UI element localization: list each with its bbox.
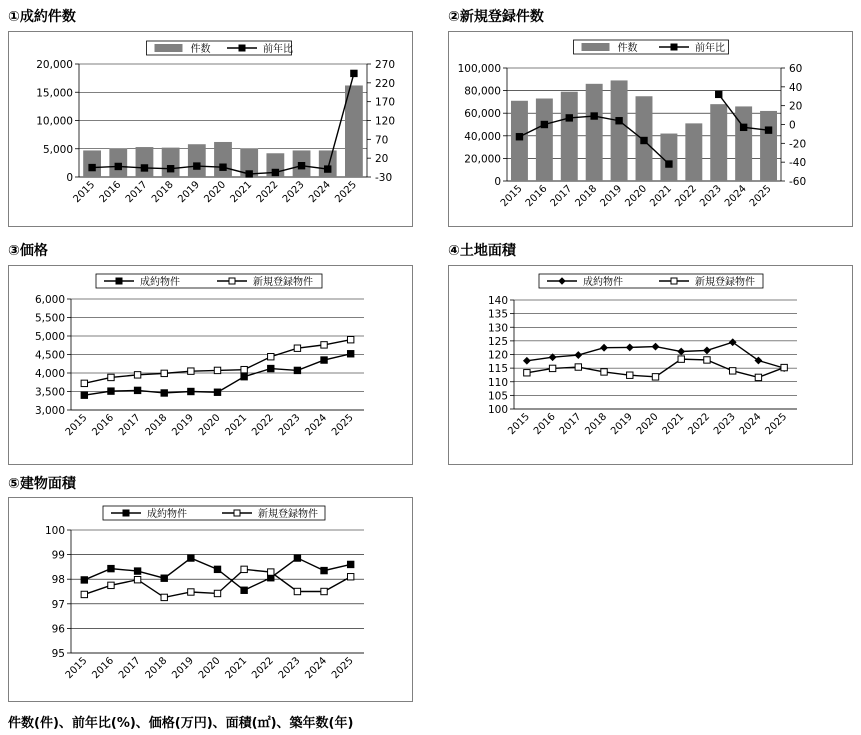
- data-point: [81, 380, 87, 386]
- bar: [710, 104, 727, 181]
- y-tick-label: 100: [487, 404, 508, 416]
- legend-marker: [123, 510, 129, 516]
- data-point: [81, 591, 87, 597]
- y2-tick-label: 60: [789, 63, 803, 75]
- bar: [162, 148, 180, 177]
- data-point: [134, 372, 140, 378]
- y-tick-label: 105: [487, 390, 508, 403]
- chart-panel-price: [8, 265, 413, 465]
- bar: [319, 150, 337, 177]
- x-tick-label: 2019: [170, 412, 196, 439]
- data-point: [601, 344, 607, 350]
- x-tick-label: 2024: [307, 179, 333, 206]
- chart-price: [9, 266, 414, 466]
- y-tick-label: 20,000: [464, 153, 501, 166]
- y2-tick-label: 120: [375, 115, 396, 128]
- chart-panel-land-area: [448, 265, 853, 465]
- data-point: [321, 567, 327, 573]
- data-point: [214, 389, 220, 395]
- x-tick-label: 2017: [116, 412, 143, 439]
- data-point: [575, 364, 581, 370]
- legend-swatch: [582, 43, 610, 51]
- data-point: [516, 134, 522, 140]
- data-point: [321, 342, 327, 348]
- y2-tick-label: 40: [789, 81, 803, 94]
- y-tick-label: 125: [487, 335, 508, 348]
- x-tick-label: 2022: [250, 412, 276, 439]
- y-tick-label: 20,000: [36, 59, 73, 71]
- x-tick-label: 2017: [548, 183, 575, 210]
- data-point: [566, 115, 572, 121]
- y-tick-label: 95: [51, 648, 65, 660]
- data-point: [134, 568, 140, 574]
- data-point: [241, 374, 247, 380]
- x-tick-label: 2015: [506, 411, 532, 438]
- data-point: [220, 164, 226, 170]
- bar: [760, 111, 777, 181]
- x-tick-label: 2024: [303, 412, 330, 439]
- y-tick-label: 120: [487, 349, 508, 362]
- data-point: [729, 368, 735, 374]
- x-tick-label: 2022: [686, 411, 713, 438]
- data-point: [294, 588, 300, 594]
- legend-marker: [116, 278, 122, 284]
- chart-new-listings: [449, 32, 854, 228]
- data-point: [347, 351, 353, 357]
- data-point: [272, 169, 278, 175]
- y-tick-label: 0: [494, 176, 501, 188]
- data-point: [188, 589, 194, 595]
- y2-tick-label: 0: [789, 119, 796, 132]
- legend-label: 新規登録物件: [695, 277, 755, 288]
- y-tick-label: 4,000: [34, 368, 65, 380]
- x-tick-label: 2016: [90, 412, 117, 439]
- y-tick-label: 100,000: [457, 63, 501, 75]
- y-tick-label: 10,000: [36, 115, 73, 128]
- x-tick-label: 2025: [763, 411, 790, 438]
- x-tick-label: 2023: [698, 183, 724, 210]
- data-point: [161, 370, 167, 376]
- data-point: [241, 587, 247, 593]
- x-tick-label: 2015: [63, 655, 90, 682]
- data-point: [81, 392, 87, 398]
- data-point: [294, 367, 300, 373]
- x-tick-label: 2016: [97, 179, 124, 206]
- data-point: [89, 164, 95, 170]
- data-point: [755, 374, 761, 380]
- section-title-building-area: ⑤建物面積: [8, 476, 76, 492]
- x-tick-label: 2015: [71, 179, 98, 206]
- y-tick-label: 135: [487, 308, 508, 321]
- data-point: [268, 365, 274, 371]
- data-point: [161, 390, 167, 396]
- x-tick-label: 2024: [303, 655, 330, 682]
- chart-panel-building-area: [8, 497, 413, 702]
- x-tick-label: 2016: [531, 411, 558, 438]
- data-point: [549, 365, 555, 371]
- legend-label: 件数: [617, 43, 638, 54]
- data-point: [294, 345, 300, 351]
- data-point: [188, 555, 194, 561]
- x-tick-label: 2021: [223, 655, 250, 682]
- x-tick-label: 2017: [123, 179, 150, 206]
- bar: [109, 148, 127, 177]
- data-point: [167, 166, 173, 172]
- y2-tick-label: 20: [789, 100, 803, 113]
- data-point: [241, 366, 247, 372]
- data-point: [347, 337, 353, 343]
- y-tick-label: 80,000: [464, 85, 501, 98]
- y2-tick-label: 220: [375, 77, 396, 90]
- x-tick-label: 2016: [90, 655, 117, 682]
- data-point: [81, 577, 87, 583]
- bar: [83, 150, 101, 177]
- legend-label: 前年比: [263, 44, 293, 55]
- y-tick-label: 115: [487, 363, 508, 376]
- data-point: [194, 163, 200, 169]
- data-point: [188, 368, 194, 374]
- x-tick-label: 2023: [712, 411, 738, 438]
- bar: [345, 85, 363, 177]
- x-tick-label: 2023: [276, 412, 303, 439]
- y-tick-label: 5,500: [34, 312, 65, 325]
- y-tick-label: 100: [44, 525, 65, 537]
- x-tick-label: 2019: [609, 411, 635, 438]
- y2-tick-label: 20: [375, 153, 389, 166]
- x-tick-label: 2025: [333, 179, 360, 206]
- x-tick-label: 2024: [722, 183, 749, 210]
- data-point: [541, 121, 547, 127]
- data-point: [781, 364, 787, 370]
- bar: [735, 106, 752, 181]
- x-tick-label: 2018: [583, 411, 610, 438]
- x-tick-label: 2021: [648, 183, 675, 210]
- x-tick-label: 2015: [498, 183, 525, 210]
- y2-tick-label: 170: [375, 96, 396, 109]
- x-tick-label: 2020: [196, 655, 223, 682]
- x-tick-label: 2019: [176, 179, 202, 206]
- data-point: [108, 582, 114, 588]
- x-tick-label: 2018: [573, 183, 600, 210]
- series-line: [84, 558, 350, 590]
- y-tick-label: 40,000: [464, 130, 501, 143]
- data-point: [678, 356, 684, 362]
- legend-label: 件数: [190, 44, 211, 55]
- legend-marker: [671, 278, 677, 284]
- bar: [188, 144, 206, 177]
- data-point: [591, 113, 597, 119]
- y-tick-label: 5,000: [34, 331, 65, 343]
- data-point: [616, 118, 622, 124]
- y-tick-label: 98: [51, 574, 65, 587]
- units-footnote: 件数(件)、前年比(%)、価格(万円)、面積(㎡)、築年数(年): [8, 716, 354, 731]
- x-tick-label: 2020: [634, 411, 661, 438]
- x-tick-label: 2021: [228, 179, 255, 206]
- x-tick-label: 2018: [149, 179, 176, 206]
- data-point: [141, 165, 147, 171]
- y-tick-label: 3,000: [34, 405, 65, 417]
- legend-marker: [239, 45, 245, 51]
- data-point: [108, 374, 114, 380]
- data-point: [549, 354, 555, 360]
- bar: [586, 84, 603, 181]
- data-point: [298, 163, 304, 169]
- legend-marker: [234, 510, 240, 516]
- y-tick-label: 4,500: [34, 349, 65, 362]
- chart-building-area: [9, 498, 414, 703]
- x-tick-label: 2016: [523, 183, 550, 210]
- y-tick-label: 140: [487, 295, 508, 307]
- data-point: [241, 566, 247, 572]
- x-tick-label: 2015: [63, 412, 90, 439]
- series-line: [84, 340, 350, 384]
- data-point: [325, 166, 331, 172]
- legend-label: 成約物件: [140, 277, 180, 288]
- bar: [214, 142, 232, 177]
- x-tick-label: 2024: [737, 411, 764, 438]
- y2-tick-label: -60: [789, 176, 807, 188]
- legend-label: 新規登録物件: [253, 277, 313, 288]
- x-tick-label: 2022: [673, 183, 699, 210]
- y-tick-label: 96: [51, 623, 65, 636]
- data-point: [268, 569, 274, 575]
- y2-tick-label: 70: [375, 134, 389, 147]
- bar: [136, 147, 154, 177]
- section-title-contracts: ①成約件数: [8, 9, 76, 25]
- bar: [611, 80, 628, 181]
- data-point: [652, 374, 658, 380]
- section-title-land-area: ④土地面積: [448, 243, 516, 259]
- legend-label: 成約物件: [583, 277, 623, 288]
- data-point: [161, 575, 167, 581]
- data-point: [641, 137, 647, 143]
- y-tick-label: 110: [487, 376, 508, 389]
- y-tick-label: 0: [66, 172, 73, 184]
- data-point: [115, 163, 121, 169]
- data-point: [652, 343, 658, 349]
- bar: [536, 99, 553, 181]
- chart-panel-contracts: [8, 31, 413, 227]
- x-tick-label: 2019: [598, 183, 625, 210]
- y-tick-label: 15,000: [36, 87, 73, 100]
- x-tick-label: 2020: [623, 183, 650, 210]
- data-point: [740, 124, 746, 130]
- y-tick-label: 3,500: [34, 386, 65, 399]
- bar: [685, 123, 702, 181]
- data-point: [347, 561, 353, 567]
- x-tick-label: 2020: [196, 412, 223, 439]
- data-point: [108, 388, 114, 394]
- legend-label: 成約物件: [147, 509, 187, 520]
- data-point: [214, 367, 220, 373]
- chart-panel-new-listings: [448, 31, 853, 227]
- data-point: [678, 348, 684, 354]
- y-tick-label: 60,000: [464, 108, 501, 121]
- data-point: [321, 588, 327, 594]
- x-tick-label: 2022: [254, 179, 281, 206]
- section-title-price: ③価格: [8, 243, 48, 259]
- x-tick-label: 2018: [143, 412, 170, 439]
- y2-tick-label: -20: [789, 138, 807, 151]
- y-tick-label: 5,000: [42, 143, 73, 156]
- data-point: [575, 352, 581, 358]
- legend-label: 前年比: [695, 43, 725, 54]
- data-point: [214, 566, 220, 572]
- data-point: [214, 590, 220, 596]
- data-point: [601, 369, 607, 375]
- x-tick-label: 2023: [276, 655, 303, 682]
- x-tick-label: 2017: [557, 411, 584, 438]
- x-tick-label: 2019: [170, 655, 196, 682]
- x-tick-label: 2025: [330, 412, 356, 439]
- x-tick-label: 2025: [330, 655, 356, 682]
- x-tick-label: 2022: [250, 655, 276, 682]
- x-tick-label: 2021: [223, 412, 250, 439]
- legend-swatch: [155, 44, 183, 52]
- data-point: [108, 565, 114, 571]
- legend-marker: [229, 278, 235, 284]
- section-title-new-listings: ②新規登録件数: [448, 9, 544, 25]
- data-point: [294, 555, 300, 561]
- data-point: [524, 370, 530, 376]
- data-point: [524, 358, 530, 364]
- data-point: [704, 357, 710, 363]
- y2-tick-label: 270: [375, 59, 396, 71]
- data-point: [134, 576, 140, 582]
- bar: [561, 92, 578, 181]
- data-point: [351, 70, 357, 76]
- data-point: [704, 347, 710, 353]
- data-point: [347, 574, 353, 580]
- data-point: [268, 354, 274, 360]
- x-tick-label: 2025: [747, 183, 774, 210]
- x-tick-label: 2023: [280, 179, 307, 206]
- data-point: [627, 344, 633, 350]
- y2-tick-label: -30: [375, 172, 393, 184]
- data-point: [666, 161, 672, 167]
- y-tick-label: 6,000: [34, 294, 65, 306]
- data-point: [765, 127, 771, 133]
- legend-label: 新規登録物件: [258, 509, 318, 520]
- data-point: [161, 594, 167, 600]
- bar: [511, 101, 528, 181]
- y-tick-label: 97: [51, 598, 65, 611]
- x-tick-label: 2021: [660, 411, 687, 438]
- y-tick-label: 99: [51, 549, 65, 562]
- x-tick-label: 2017: [116, 655, 143, 682]
- data-point: [134, 387, 140, 393]
- y2-tick-label: -40: [789, 157, 807, 170]
- x-tick-label: 2018: [143, 655, 170, 682]
- x-tick-label: 2020: [202, 179, 229, 206]
- chart-contracts: [9, 32, 414, 228]
- chart-land-area: [449, 266, 854, 466]
- data-point: [188, 388, 194, 394]
- bar: [660, 134, 677, 181]
- data-point: [627, 372, 633, 378]
- data-point: [246, 171, 252, 177]
- legend-marker: [671, 44, 677, 50]
- data-point: [716, 91, 722, 97]
- data-point: [321, 357, 327, 363]
- y-tick-label: 130: [487, 322, 508, 335]
